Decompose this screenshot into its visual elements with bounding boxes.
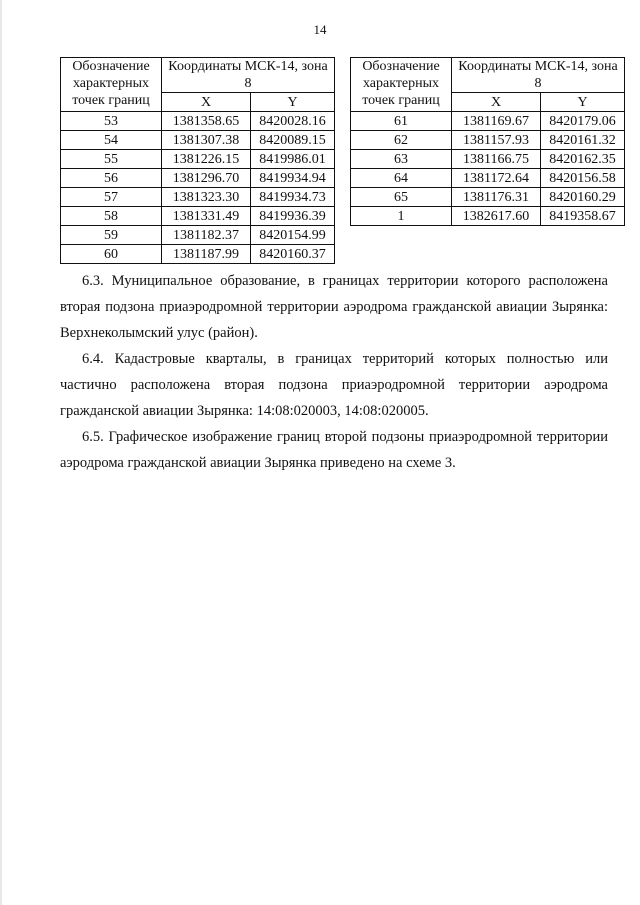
y-cell: 8420160.37 <box>251 245 335 264</box>
coords-group-header: Координаты МСК-14, зона 8 <box>452 58 625 93</box>
point-cell: 56 <box>61 169 162 188</box>
x-cell: 1381166.75 <box>452 150 541 169</box>
y-column-header: Y <box>541 93 625 112</box>
table-row <box>61 226 335 245</box>
x-cell: 1381176.31 <box>452 188 541 207</box>
point-cell: 64 <box>351 169 452 188</box>
x-cell: 1381307.38 <box>162 131 251 150</box>
point-column-header: Обозначение характерных точек границ <box>61 58 162 112</box>
point-column-header: Обозначение характерных точек границ <box>351 58 452 112</box>
x-cell: 1381169.67 <box>452 112 541 131</box>
y-cell: 8420154.99 <box>251 226 335 245</box>
point-cell: 65 <box>351 188 452 207</box>
table-row <box>61 131 335 150</box>
paragraph-6-5 <box>60 424 608 476</box>
x-cell: 1381187.99 <box>162 245 251 264</box>
x-cell: 1381331.49 <box>162 207 251 226</box>
coordinates-table-right <box>350 57 625 226</box>
point-cell: 60 <box>61 245 162 264</box>
x-cell: 1381157.93 <box>452 131 541 150</box>
point-cell: 61 <box>351 112 452 131</box>
x-cell: 1381296.70 <box>162 169 251 188</box>
table-row <box>351 131 625 150</box>
point-cell: 62 <box>351 131 452 150</box>
paragraph-6-3 <box>60 268 608 346</box>
table-row <box>351 188 625 207</box>
x-cell: 1381226.15 <box>162 150 251 169</box>
y-cell: 8419986.01 <box>251 150 335 169</box>
point-cell: 54 <box>61 131 162 150</box>
x-cell: 1381172.64 <box>452 169 541 188</box>
point-cell: 63 <box>351 150 452 169</box>
y-cell: 8419934.94 <box>251 169 335 188</box>
table-row <box>61 207 335 226</box>
paragraph-6-5-text: 6.5. Графическое изображение границ второй подзоны приаэродромной территории аэродрома гражданской авиации Зырянка приведено на схеме 3. <box>60 429 608 471</box>
paragraph-6-3-text: 6.3. Муниципальное образование, в границах территории которого расположена вторая подзона приаэродромной территории аэродрома гражданской авиации Зырянка: Верхнеколымский улус (район). <box>60 273 608 341</box>
point-cell: 53 <box>61 112 162 131</box>
y-cell: 8420160.29 <box>541 188 625 207</box>
table-row <box>61 245 335 264</box>
y-cell: 8420179.06 <box>541 112 625 131</box>
x-column-header: X <box>452 93 541 112</box>
table-row <box>61 169 335 188</box>
point-cell: 1 <box>351 207 452 226</box>
point-cell: 57 <box>61 188 162 207</box>
point-cell: 59 <box>61 226 162 245</box>
paragraph-6-4 <box>60 346 608 424</box>
y-cell: 8420089.15 <box>251 131 335 150</box>
table-row <box>61 188 335 207</box>
y-column-header: Y <box>251 93 335 112</box>
table-row <box>61 150 335 169</box>
paragraph-6-4-text: 6.4. Кадастровые кварталы, в границах территорий которых полностью или частично расположена вторая подзона приаэродромной территории аэродрома гражданской авиации Зырянка: 14:08:020003, 14:08:020005. <box>60 351 608 419</box>
y-cell: 8419936.39 <box>251 207 335 226</box>
y-cell: 8420028.16 <box>251 112 335 131</box>
table-row <box>351 150 625 169</box>
x-column-header: X <box>162 93 251 112</box>
table-row <box>351 112 625 131</box>
y-cell: 8419358.67 <box>541 207 625 226</box>
y-cell: 8420156.58 <box>541 169 625 188</box>
y-cell: 8419934.73 <box>251 188 335 207</box>
point-cell: 58 <box>61 207 162 226</box>
x-cell: 1381323.30 <box>162 188 251 207</box>
table-row <box>351 169 625 188</box>
coords-group-header: Координаты МСК-14, зона 8 <box>162 58 335 93</box>
table-row <box>351 207 625 226</box>
point-cell: 55 <box>61 150 162 169</box>
page-number: 14 <box>313 22 327 37</box>
x-cell: 1381358.65 <box>162 112 251 131</box>
page-edge <box>0 0 2 905</box>
table-row <box>61 112 335 131</box>
coordinates-table-left <box>60 57 335 264</box>
y-cell: 8420161.32 <box>541 131 625 150</box>
x-cell: 1381182.37 <box>162 226 251 245</box>
x-cell: 1382617.60 <box>452 207 541 226</box>
y-cell: 8420162.35 <box>541 150 625 169</box>
